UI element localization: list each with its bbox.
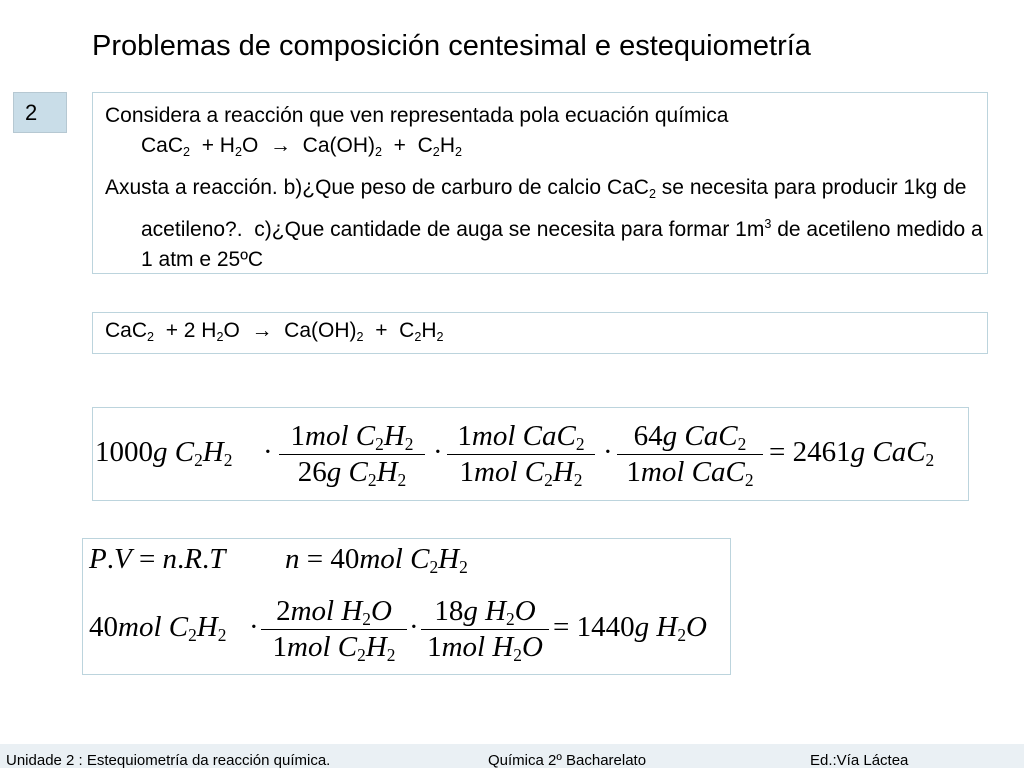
calculation-b-box [92,407,969,501]
calc-b-result: = 2461g CaC$_2$ [769,436,935,471]
problem-intro: Considera a reacción que ven representada pola ecuación química [105,104,729,127]
dot-operator: · [603,436,613,468]
footer-course: Química 2º Bacharelato [488,752,647,769]
slide-footer [0,744,1024,768]
footer-unit: Unidade 2 : Estequiometría da reacción química. [6,752,331,769]
dot-operator: · [409,611,419,643]
problem-statement-box [92,92,988,274]
calc-c-start: 40mol $C_2H_2$ [89,611,227,646]
fraction-gram-per-mol-cac2: 64g CaC$_2$ 1mol CaC$_2$ [617,418,763,490]
dot-operator: · [249,611,259,643]
fraction-mol-cac2-per-mol-c2h2: 1mol CaC$_2$ 1mol $C_2H_2$ [447,418,595,490]
balanced-equation: CaC$_2$ + 2 $H_2O \to Ca(OH)_2 + C_2H_2$ [105,319,444,344]
problem-number-badge: 2 [13,92,67,133]
calc-c-result: = 1440g $H_2O$ [553,611,707,646]
calc-b-start: 1000g $C_2H_2$ [95,436,233,471]
fraction-gram-per-mol-h2o: 18g $H_2O$ 1mol $H_2O$ [421,593,549,665]
dot-operator: · [433,436,443,468]
slide-title: Problemas de composición centesimal e estequiometría [92,30,811,62]
moles-c2h2: n = 40mol $C_2H_2$ [285,543,468,578]
fraction-mol-h2o-per-mol-c2h2: 2mol $H_2O$ 1mol $C_2H_2$ [261,593,407,665]
fraction-mol-per-gram-c2h2: 1mol $C_2H_2$ 26g $C_2H_2$ [279,418,425,490]
problem-reaction: $CaC_2 + H_2O \to Ca(OH)_2 + C_2H_2$ [141,134,462,159]
ideal-gas-law: P.V = n.R.T [89,543,226,575]
problem-question: Axusta a reacción. b)¿Que peso de carburo de calcio CaC$_2$ se necesita para producir 1kg de acetileno?. c)¿Que cantidade de auga se necesita para formar $1m^3$ de acetileno medido a 1 atm e 25ºC [105,175,983,271]
dot-operator: · [263,436,273,468]
calculation-c-box [82,538,731,675]
footer-publisher: Ed.:Vía Láctea [810,752,909,769]
balanced-equation-box [92,312,988,354]
